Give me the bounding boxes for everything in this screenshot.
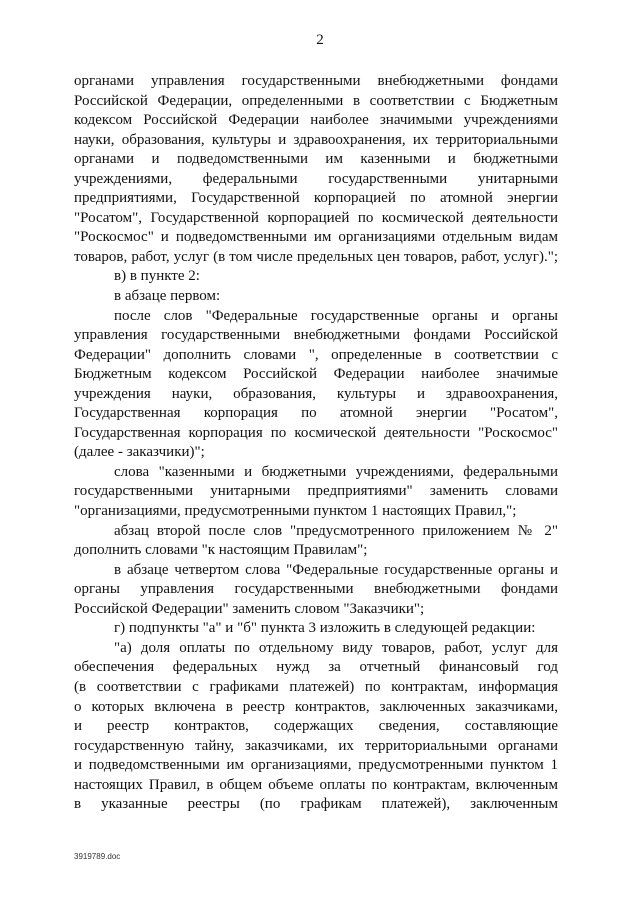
text-line: товаров, работ, услуг (в том числе предельных цен товаров, работ, услуг)."; [74,248,558,265]
page-number: 2 [316,32,324,48]
text-line: слова "казенными и бюджетными учреждениями, федеральными [114,463,558,480]
text-line: органы управления государственными внебюджетными фондами [74,581,558,598]
text-line: кодексом Российской Федерации наиболее значимыми учреждениями [74,112,558,129]
text-line: (в соответствии с графиками платежей) по контрактам, информация [74,678,558,695]
text-line: "Росатом", Государственной корпорацией по космической деятельности [74,209,558,226]
text-line: "а) доля оплаты по отдельному виду товаров, работ, услуг для [114,639,558,656]
text-line: "Роскосмос" и подведомственными им организациями отдельным видам [74,229,558,246]
text-line: управления государственными внебюджетными фондами Российской [74,327,558,344]
text-line: государственную тайну, заказчиками, их территориальными органами [74,737,558,754]
text-line: абзац второй после слов "предусмотренного приложением № 2" [114,522,558,539]
text-line: в абзаце четвертом слова "Федеральные государственные органы и [114,561,558,578]
text-line: о которых включена в реестр контрактов, заключенных заказчиками, [74,698,558,715]
text-line: и реестр контрактов, содержащих сведения, составляющие [74,718,558,735]
text-line: и подведомственными им организациями, предусмотренными пунктом 1 [74,757,558,774]
text-line: "организациями, предусмотренными пунктом 1 настоящих Правил,"; [74,503,517,520]
text-line: после слов "Федеральные государственные органы и органы [114,307,558,324]
text-line: Федерации" дополнить словами ", определенные в соответствии с [74,346,558,363]
text-line: Российской Федерации, определенными в соответствии с Бюджетным [74,92,558,109]
text-line: Государственная корпорация по атомной энергии "Росатом", [74,405,558,422]
text-line: обеспечения федеральных нужд за отчетный финансовый год [74,659,558,676]
document-body [74,72,558,815]
text-line: дополнить словами "к настоящим Правилам"; [74,542,368,559]
text-line: учреждения науки, образования, культуры и здравоохранения, [74,385,558,402]
file-name-footer: 3919789.doc [74,852,121,861]
text-line: Государственная корпорация по космической деятельности "Роскосмос" [74,424,558,441]
text-line: органами управления государственными внебюджетными фондами [74,73,558,89]
text-line: Российской Федерации" заменить словом "Заказчики"; [74,600,425,617]
text-line: в указанные реестры (по графикам платежей), заключенным [74,796,558,813]
text-line: учреждениями, федеральными государственными унитарными [74,170,558,187]
text-line: науки, образования, культуры и здравоохранения, их территориальными [74,131,558,148]
text-line: г) подпункты "а" и "б" пункта 3 изложить в следующей редакции: [114,620,536,637]
text-line: органами и подведомственными им казенными и бюджетными [74,151,558,168]
text-line: предприятиями, Государственной корпорацией по атомной энергии [74,190,558,207]
text-line: в) в пункте 2: [114,268,200,285]
text-line: в абзаце первом: [114,288,221,305]
text-line: (далее - заказчики)"; [74,444,205,461]
text-line: настоящих Правил, в общем объеме оплаты по контрактам, включенным [74,776,558,793]
text-line: государственными унитарными предприятиями" заменить словами [74,483,558,500]
text-line: Бюджетным кодексом Российской Федерации наиболее значимые [74,366,558,383]
